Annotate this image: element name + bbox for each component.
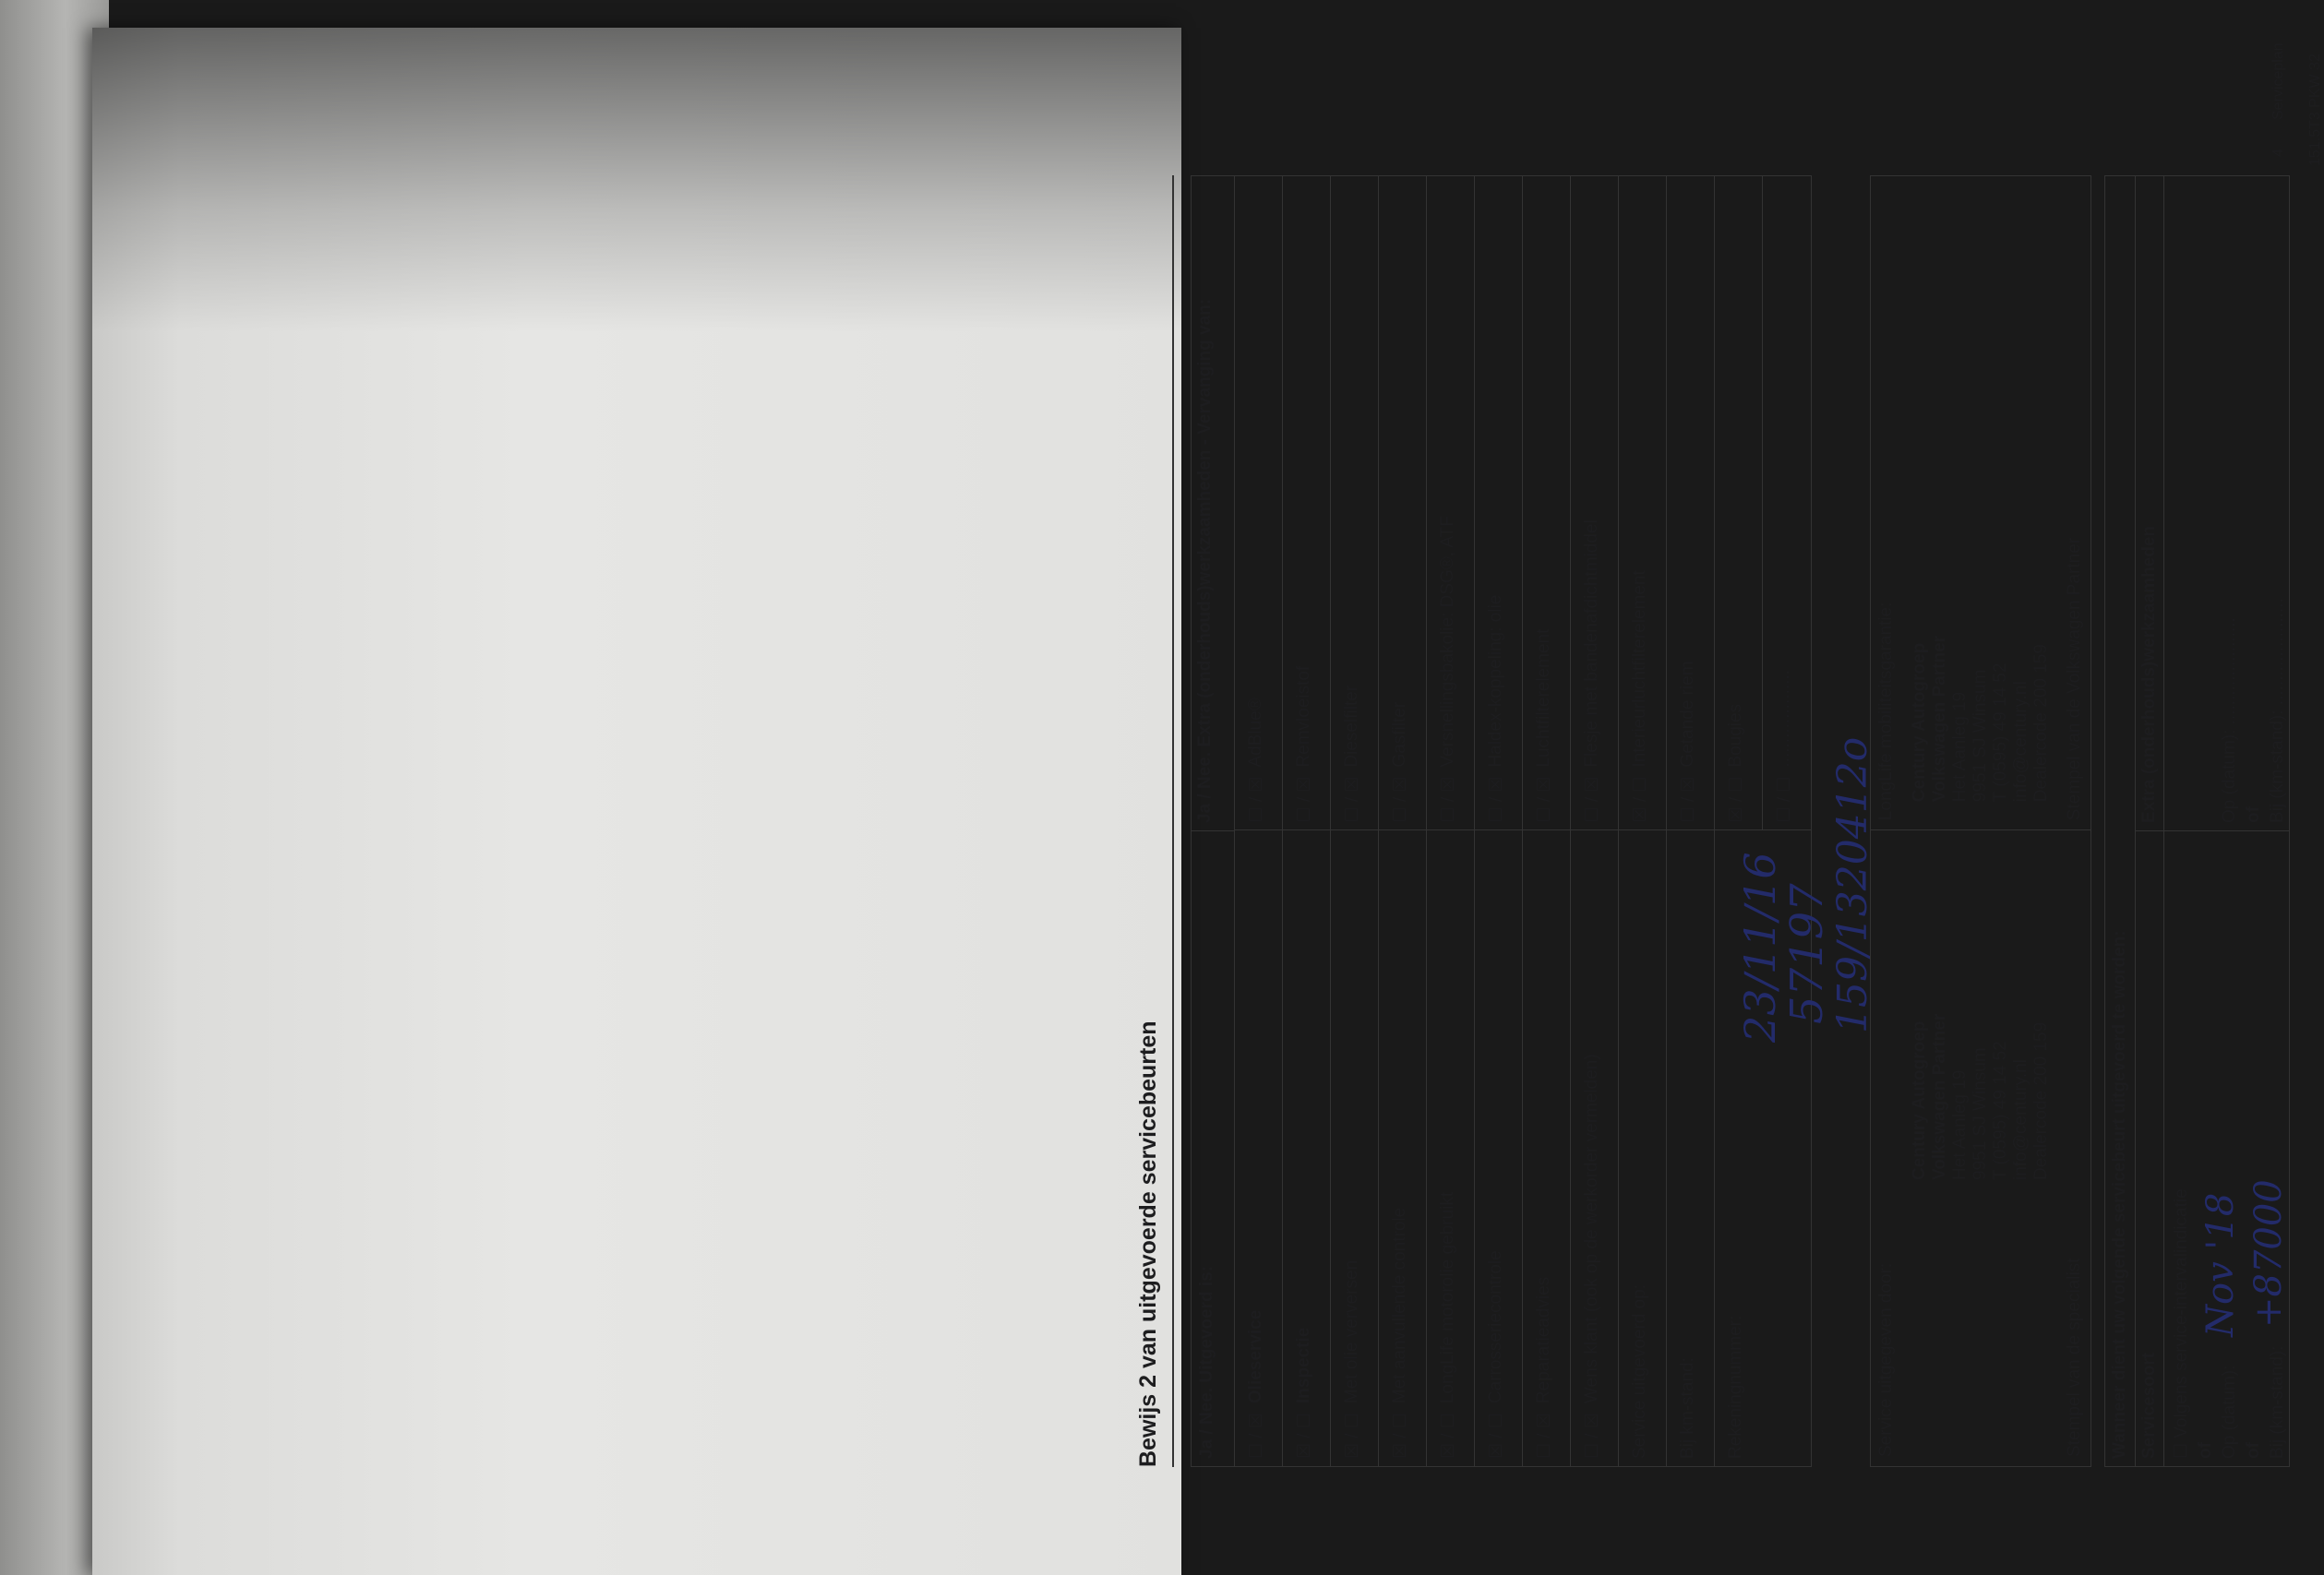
dealer-email: info@century.nl <box>2011 1059 2031 1180</box>
extra-blank <box>2170 184 2194 823</box>
yes-no-checkbox[interactable]: ☐ / ☒ <box>1487 776 1506 823</box>
left-field-row <box>1667 830 1715 1466</box>
dealer-street: Het Aanleg 19 <box>1950 1069 1970 1180</box>
yes-no-checkbox[interactable]: ☐ / ☐ <box>1775 776 1794 823</box>
op-datum-left: Op (datum): <box>2220 1365 2239 1459</box>
of-1: of <box>2196 1442 2215 1459</box>
extra-cell <box>2164 176 2289 830</box>
right-row <box>1235 176 1283 829</box>
handwritten-next-km: +87000 <box>2247 1179 2290 1328</box>
right-row <box>1763 176 1811 829</box>
page-number: 4 <box>2270 149 2286 157</box>
dealer-code-2: Dealercode 200 159 <box>2031 644 2051 803</box>
handwritten-service-date: 23/11/16 <box>1735 852 1785 1043</box>
right-item-label: Getande riem <box>1678 661 1697 768</box>
yes-no-checkbox[interactable]: ☐ / ☒ <box>1295 776 1314 823</box>
issued-by-label: Service uitgegeven door: <box>1876 1262 1896 1457</box>
bij-km-right: Bij (km-stand): ...................... <box>2268 598 2287 823</box>
stamp-specialist-label: Stempel van de specialist <box>2065 1258 2084 1457</box>
right-item-label: .................... <box>1774 670 1793 768</box>
right-row <box>1715 176 1763 829</box>
page-content <box>1135 0 2323 1467</box>
next-service-title: Wanneer dient uw volgende servicebeurt uitgevoerd te worden: <box>2105 176 2136 1466</box>
left-row <box>1283 830 1331 1466</box>
left-item-label: Met aanvullende controle <box>1390 1207 1409 1404</box>
right-item-label: Luchtfilterelement <box>1534 628 1553 768</box>
servicesoort-cell <box>2164 830 2289 1466</box>
stamp-specialist-cell <box>1871 829 2090 1466</box>
right-row <box>1427 176 1475 829</box>
left-header: Ja / Nee. Uitgevoerd is: <box>1192 830 1234 1466</box>
right-header: Ja / Nee. Extra (onderhouds)werkzaamheden - Vervanging van: <box>1195 298 1215 823</box>
yes-no-checkbox[interactable]: ☐ / ☒ <box>1391 776 1410 823</box>
yes-no-checkbox[interactable]: ☒ / ☐ <box>1487 1413 1506 1459</box>
yes-no-checkbox[interactable]: ☐ / ☒ <box>1535 1413 1554 1459</box>
dealer-name: Century Autogroep <box>1910 1020 1929 1180</box>
yes-no-checkbox[interactable]: ☐ / ☒ <box>1343 776 1362 823</box>
yes-no-checkbox[interactable]: ☐ / ☒ <box>1679 776 1698 823</box>
right-item-label: Haldex-koppeling: olie <box>1486 594 1505 768</box>
stamp-specialist <box>1910 840 2052 1180</box>
footer-code: 151.5T3 PKW 32 <box>2307 54 2323 166</box>
yes-no-checkbox[interactable]: ☐ / ☒ <box>1247 1413 1266 1459</box>
left-row <box>1427 830 1475 1466</box>
yes-no-checkbox[interactable]: ☐ / ☒ <box>1439 776 1458 823</box>
of-3: of <box>2244 806 2263 823</box>
title-rule <box>1172 175 1174 1467</box>
right-item-label: Flesje met bandenafdichtmiddel <box>1582 519 1601 768</box>
left-row <box>1379 830 1427 1466</box>
yes-no-checkbox[interactable]: ☒ / ☐ <box>1295 1413 1314 1459</box>
dealer-sub-2: Volkswagen Partner <box>1930 635 1949 803</box>
stamp-partner-cell <box>1871 176 2090 829</box>
page-shadow <box>92 28 1181 332</box>
right-item-label: Bougies <box>1726 703 1745 768</box>
right-row <box>1571 176 1619 829</box>
stamp-box <box>1870 175 2091 1467</box>
left-field-row <box>1619 830 1667 1466</box>
extra-blank-2 <box>2194 184 2218 823</box>
km-label: Bij km-stand: <box>1678 1357 1697 1459</box>
stamp-partner <box>1910 185 2052 802</box>
left-item-label: Inspectie <box>1294 1327 1313 1404</box>
left-item-label: Reparatieadvies <box>1534 1276 1553 1404</box>
handwritten-km: 57197 <box>1781 883 1833 1024</box>
dealer-sub: Volkswagen Partner <box>1930 1013 1949 1180</box>
yes-no-checkbox[interactable]: ☒ / ☐ <box>1343 1413 1362 1459</box>
page-title: Bewijs 2 van uitgevoerde servicebeurten <box>1135 1020 1161 1467</box>
left-row <box>1523 830 1571 1466</box>
right-row <box>1379 176 1427 829</box>
handwritten-next-date: Nov '18 <box>2199 1192 2242 1337</box>
left-item-label: Met olie verversen <box>1342 1259 1361 1404</box>
stamp-partner-label: Stempel van de Volkswagen Partner <box>2065 537 2084 821</box>
left-item-label: Wens klant (ook op de werkorder vermelden) <box>1582 1054 1601 1404</box>
yes-no-checkbox[interactable]: ☒ / ☐ <box>1391 1413 1410 1459</box>
of-2: of <box>2244 1442 2263 1459</box>
bij-km-left: Bij (km-stand): <box>2268 1345 2287 1459</box>
service-date-label: Service uitgevoerd op: <box>1630 1283 1649 1459</box>
dealer-city: 9951 SJ Winsum <box>1971 1047 1990 1180</box>
service-table <box>1191 175 1812 1467</box>
right-column <box>1235 176 1811 829</box>
yes-no-checkbox[interactable]: ☒ / ☐ <box>1727 776 1746 823</box>
left-row <box>1331 830 1379 1466</box>
dealer-city-2: 9951 SJ Winsum <box>1971 669 1990 803</box>
dealer-phone-2: T (0595) 49 14 52 <box>1991 662 2010 803</box>
left-row <box>1235 830 1283 1466</box>
right-row <box>1283 176 1331 829</box>
left-column <box>1235 829 1811 1466</box>
left-row <box>1475 830 1523 1466</box>
section-label: Serviceplan <box>2270 42 2286 120</box>
right-row <box>1619 176 1667 829</box>
right-item-label: AdBlue® <box>1246 698 1265 768</box>
right-item-label: Remvloeistof <box>1294 665 1313 768</box>
yes-no-checkbox[interactable]: ☐ / ☒ <box>1247 776 1266 823</box>
yes-no-checkbox[interactable]: ☒ / ☐ <box>1439 1413 1458 1459</box>
servicesoort-header: Servicesoort <box>2136 830 2163 1466</box>
yes-no-checkbox[interactable]: ☐ / ☒ <box>1535 776 1554 823</box>
left-row <box>1571 830 1619 1466</box>
left-item-label: Olieservice <box>1246 1309 1265 1404</box>
right-row <box>1523 176 1571 829</box>
left-item-label: LongLife motorolie gebruikt <box>1438 1191 1457 1404</box>
right-item-label: Interieurluchtfilterelement <box>1630 570 1649 768</box>
right-row <box>1331 176 1379 829</box>
extra-header: Extra (onderhouds)werkzaamheden <box>2139 525 2159 823</box>
invoice-label: Rekeningnummer: <box>1726 1315 1745 1459</box>
yes-no-checkbox[interactable]: ☒ / ☐ <box>1631 776 1650 823</box>
right-row <box>1475 176 1523 829</box>
right-item-label: Versnellingsbakolie: DSG®, ATF <box>1438 516 1457 768</box>
handwritten-invoice: 159/1320412o <box>1829 736 1876 1033</box>
dealer-name-2: Century Autogroep <box>1910 642 1929 803</box>
left-item-label: Carrosseriecontrole <box>1486 1250 1505 1404</box>
yes-no-checkbox[interactable]: ☐ / ☒ <box>1583 776 1602 823</box>
next-service-box <box>2104 175 2290 1467</box>
dealer-email-2: info@century.nl <box>2011 681 2031 803</box>
right-row <box>1667 176 1715 829</box>
yes-no-checkbox[interactable]: ☐ / ☒ <box>1583 1413 1602 1459</box>
dealer-code: Dealercode 200 159 <box>2031 1021 2051 1180</box>
right-item-label: Gasfilter <box>1390 701 1409 768</box>
longlife-label: LongLife mobiliteitsgarantie: <box>1876 602 1896 821</box>
dealer-street-2: Het Aanleg 19 <box>1950 691 1970 803</box>
dealer-phone: T (0595) 49 14 52 <box>1991 1041 2010 1180</box>
right-item-label: Dieselfilter <box>1342 685 1361 768</box>
volgens-checkbox[interactable]: ☐ Volgens service-intervalindicatie <box>2172 1188 2191 1459</box>
op-datum-right: Op (datum): ...................... <box>2220 617 2239 823</box>
